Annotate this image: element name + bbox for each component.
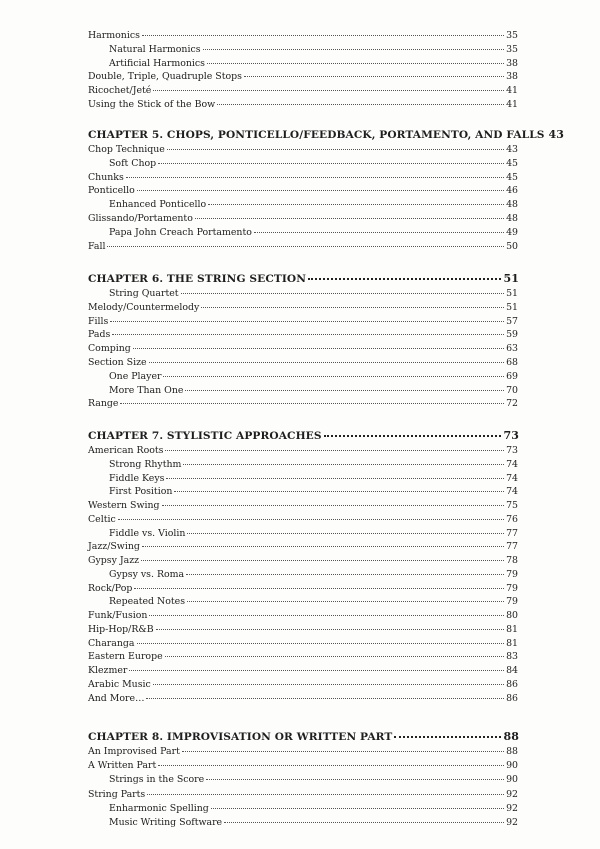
toc-subentry	[109, 158, 518, 170]
dot-leader	[147, 794, 504, 795]
toc-subentry	[109, 58, 518, 70]
entry-page-number: 45	[506, 171, 518, 183]
entry-title: Rock/Pop	[88, 582, 133, 594]
entry-title: Klezmer	[88, 665, 128, 676]
entry-page-number: 79	[506, 568, 518, 580]
dot-leader	[118, 519, 504, 520]
toc-entry	[88, 343, 518, 355]
toc-entry	[88, 514, 518, 526]
entry-title: Repeated Notes	[109, 596, 186, 608]
toc-entry	[88, 241, 518, 253]
toc-entry	[88, 357, 518, 369]
entry-title: And More…	[88, 692, 145, 704]
entry-title: Harmonics	[88, 30, 140, 41]
dot-leader	[163, 376, 504, 377]
toc-subentry	[109, 473, 518, 485]
entry-title: Strong Rhythm	[109, 458, 182, 470]
toc-entry	[88, 665, 518, 677]
dot-leader	[141, 560, 504, 561]
entry-title: Gypsy Jazz	[88, 555, 140, 566]
dot-leader	[217, 104, 504, 105]
entry-page-number: 79	[506, 582, 518, 594]
chapter-title: CHAPTER 7. STYLISTIC APPROACHES	[88, 430, 322, 442]
entry-page-number: 49	[506, 226, 518, 238]
toc-subentry	[109, 774, 518, 786]
entry-page-number: 63	[506, 343, 518, 355]
chapter-page-number: 73	[503, 429, 519, 442]
entry-page-number: 73	[506, 445, 518, 456]
entry-title: Double, Triple, Quadruple Stops	[88, 71, 242, 83]
toc-entry	[88, 679, 518, 691]
entry-page-number: 80	[506, 610, 518, 621]
entry-title: Arabic Music	[88, 678, 151, 690]
dot-leader	[165, 656, 504, 657]
entry-title: Chunks	[88, 171, 124, 183]
entry-title: Fiddle Keys	[109, 472, 165, 484]
toc-entry	[88, 555, 518, 567]
dot-leader	[195, 218, 504, 219]
entry-title: Strings in the Score	[109, 774, 205, 786]
entry-title: Natural Harmonics	[109, 43, 201, 55]
entry-page-number: 41	[506, 99, 518, 110]
entry-title: Section Size	[88, 357, 147, 368]
entry-title: Range	[88, 398, 119, 410]
entry-title: A Written Part	[88, 760, 157, 772]
entry-title: Using the Stick of the Bow	[88, 99, 216, 110]
entry-title: More Than One	[109, 384, 184, 396]
entry-title: Soft Chop	[109, 157, 157, 169]
entry-title: Fiddle vs. Violin	[109, 527, 186, 539]
toc-subentry	[109, 459, 518, 471]
toc-entry	[88, 185, 518, 197]
chapter-title: CHAPTER 8. IMPROVISATION OR WRITTEN PART	[88, 731, 393, 743]
entry-page-number: 35	[506, 43, 518, 55]
entry-page-number: 81	[506, 623, 518, 635]
dot-leader	[187, 533, 504, 534]
entry-title: Eastern Europe	[88, 651, 163, 663]
entry-title: One Player	[109, 370, 162, 382]
dot-leader	[134, 588, 504, 589]
toc-entry	[88, 99, 518, 111]
toc-entry	[88, 398, 518, 410]
dot-leader	[126, 177, 504, 178]
chapter-page-number: 88	[503, 730, 519, 743]
dot-leader	[244, 76, 504, 77]
entry-page-number: 46	[506, 185, 518, 197]
entry-title: Fills	[88, 315, 109, 327]
chapter-heading	[88, 272, 519, 286]
toc-entry	[88, 316, 518, 328]
dot-leader	[142, 35, 504, 36]
entry-page-number: 51	[506, 288, 518, 299]
entry-title: American Roots	[88, 445, 164, 456]
dot-leader	[166, 478, 504, 479]
entry-title: Enharmonic Spelling	[109, 802, 209, 814]
toc-subentry	[109, 227, 518, 239]
chapter-heading	[88, 730, 519, 744]
toc-subentry	[109, 44, 518, 56]
dot-leader	[203, 49, 505, 50]
dot-leader	[183, 464, 504, 465]
toc-entry	[88, 583, 518, 595]
entry-title: Ponticello	[88, 185, 135, 197]
chapter-title: CHAPTER 6. THE STRING SECTION	[88, 273, 306, 285]
entry-page-number: 38	[506, 57, 518, 69]
toc-subentry	[109, 385, 518, 397]
dot-leader	[167, 149, 504, 150]
entry-page-number: 88	[506, 746, 518, 757]
toc-entry	[88, 500, 518, 512]
dot-leader	[162, 505, 505, 506]
dot-leader	[110, 321, 504, 322]
entry-title: Pads	[88, 329, 111, 341]
entry-page-number: 51	[506, 301, 518, 313]
entry-page-number: 86	[506, 692, 518, 704]
dot-leader	[182, 751, 504, 752]
entry-title: Artificial Harmonics	[109, 57, 205, 69]
dot-leader	[174, 491, 504, 492]
toc-entry	[88, 213, 518, 225]
dot-leader	[207, 63, 504, 64]
toc-subentry	[109, 486, 518, 498]
toc-subentry	[109, 288, 518, 300]
entry-title: Papa John Creach Portamento	[109, 226, 252, 238]
entry-page-number: 38	[506, 71, 518, 83]
toc-entry	[88, 610, 518, 622]
entry-page-number: 86	[506, 678, 518, 690]
dot-leader	[158, 163, 504, 164]
dot-leader	[224, 822, 504, 823]
entry-page-number: 74	[506, 472, 518, 484]
entry-title: An Improvised Part	[88, 746, 180, 757]
entry-page-number: 48	[506, 213, 518, 224]
entry-page-number: 90	[506, 774, 518, 786]
entry-title: Enhanced Ponticello	[109, 199, 207, 211]
entry-title: String Parts	[88, 788, 146, 800]
dot-leader	[181, 293, 504, 294]
dot-leader	[158, 765, 504, 766]
entry-page-number: 92	[506, 802, 518, 814]
entry-title: Charanga	[88, 637, 135, 649]
entry-page-number: 57	[506, 315, 518, 327]
entry-page-number: 70	[506, 384, 518, 396]
entry-page-number: 75	[506, 500, 518, 511]
dot-leader	[187, 601, 504, 602]
entry-page-number: 72	[506, 398, 518, 410]
entry-page-number: 35	[506, 30, 518, 41]
toc-entry	[88, 789, 518, 801]
toc-subentry	[109, 596, 518, 608]
chapter-page-number: 51	[503, 272, 519, 285]
entry-page-number: 59	[506, 329, 518, 341]
chapter-page-number: 43	[548, 128, 565, 141]
entry-page-number: 68	[506, 357, 518, 368]
entry-title: Fall	[88, 240, 106, 252]
chapter-heading	[88, 128, 565, 142]
toc-entry	[88, 638, 518, 650]
dot-leader	[254, 232, 504, 233]
toc-entry	[88, 746, 518, 758]
entry-page-number: 74	[506, 458, 518, 470]
entry-page-number: 50	[506, 240, 518, 252]
entry-page-number: 74	[506, 486, 518, 498]
dot-leader	[142, 546, 504, 547]
entry-title: Music Writing Software	[109, 817, 223, 828]
dot-leader	[120, 403, 504, 404]
toc-entry	[88, 624, 518, 636]
dot-leader	[394, 736, 501, 738]
dot-leader	[146, 698, 504, 699]
entry-page-number: 43	[506, 144, 518, 155]
entry-page-number: 92	[506, 817, 518, 828]
entry-page-number: 69	[506, 370, 518, 382]
toc-entry	[88, 651, 518, 663]
entry-title: Jazz/Swing	[88, 541, 140, 553]
entry-title: Chop Technique	[88, 144, 165, 155]
entry-title: Celtic	[88, 513, 116, 525]
dot-leader	[201, 307, 504, 308]
toc-entry	[88, 329, 518, 341]
entry-page-number: 84	[506, 665, 518, 676]
dot-leader	[137, 190, 504, 191]
entry-title: Ricochet/Jeté	[88, 85, 152, 97]
toc-subentry	[109, 371, 518, 383]
dot-leader	[185, 390, 504, 391]
entry-page-number: 48	[506, 199, 518, 211]
dot-leader	[129, 670, 504, 671]
entry-page-number: 78	[506, 555, 518, 566]
dot-leader	[156, 629, 504, 630]
toc-entry	[88, 71, 518, 83]
toc-entry	[88, 445, 518, 457]
toc-entry	[88, 760, 518, 772]
entry-title: String Quartet	[109, 288, 179, 299]
toc-entry	[88, 144, 518, 156]
toc-entry	[88, 172, 518, 184]
entry-page-number: 45	[506, 157, 518, 169]
dot-leader	[206, 779, 504, 780]
dot-leader	[308, 278, 501, 280]
toc-subentry	[109, 528, 518, 540]
dot-leader	[186, 574, 504, 575]
entry-page-number: 92	[506, 788, 518, 800]
toc-entry	[88, 693, 518, 705]
toc-entry	[88, 541, 518, 553]
dot-leader	[153, 684, 504, 685]
toc-subentry	[109, 199, 518, 211]
dot-leader	[133, 348, 504, 349]
entry-title: Funk/Fusion	[88, 610, 148, 621]
toc-subentry	[109, 803, 518, 815]
dot-leader	[165, 450, 504, 451]
entry-title: Hip-Hop/R&B	[88, 623, 154, 635]
chapter-heading	[88, 429, 519, 443]
entry-title: First Position	[109, 486, 173, 498]
dot-leader	[112, 334, 504, 335]
dot-leader	[137, 643, 505, 644]
entry-title: Melody/Countermelody	[88, 301, 200, 313]
dot-leader	[324, 435, 502, 437]
entry-page-number: 77	[506, 527, 518, 539]
entry-page-number: 76	[506, 513, 518, 525]
toc-subentry	[109, 569, 518, 581]
toc-entry	[88, 30, 518, 42]
entry-title: Gypsy vs. Roma	[109, 568, 185, 580]
dot-leader	[211, 808, 504, 809]
entry-page-number: 79	[506, 596, 518, 608]
entry-title: Comping	[88, 343, 131, 355]
entry-page-number: 77	[506, 541, 518, 553]
dot-leader	[153, 90, 504, 91]
dot-leader	[107, 246, 504, 247]
toc-subentry	[109, 817, 518, 829]
entry-page-number: 81	[506, 637, 518, 649]
entry-page-number: 83	[506, 651, 518, 663]
entry-page-number: 90	[506, 760, 518, 772]
toc-entry	[88, 85, 518, 97]
toc-entry	[88, 302, 518, 314]
entry-title: Western Swing	[88, 500, 160, 511]
chapter-title: CHAPTER 5. CHOPS, PONTICELLO/FEEDBACK, PORTAMENTO, AND FALLS	[88, 129, 545, 141]
entry-title: Glissando/Portamento	[88, 213, 193, 224]
dot-leader	[208, 204, 504, 205]
dot-leader	[149, 615, 504, 616]
entry-page-number: 41	[506, 85, 518, 97]
dot-leader	[149, 362, 505, 363]
